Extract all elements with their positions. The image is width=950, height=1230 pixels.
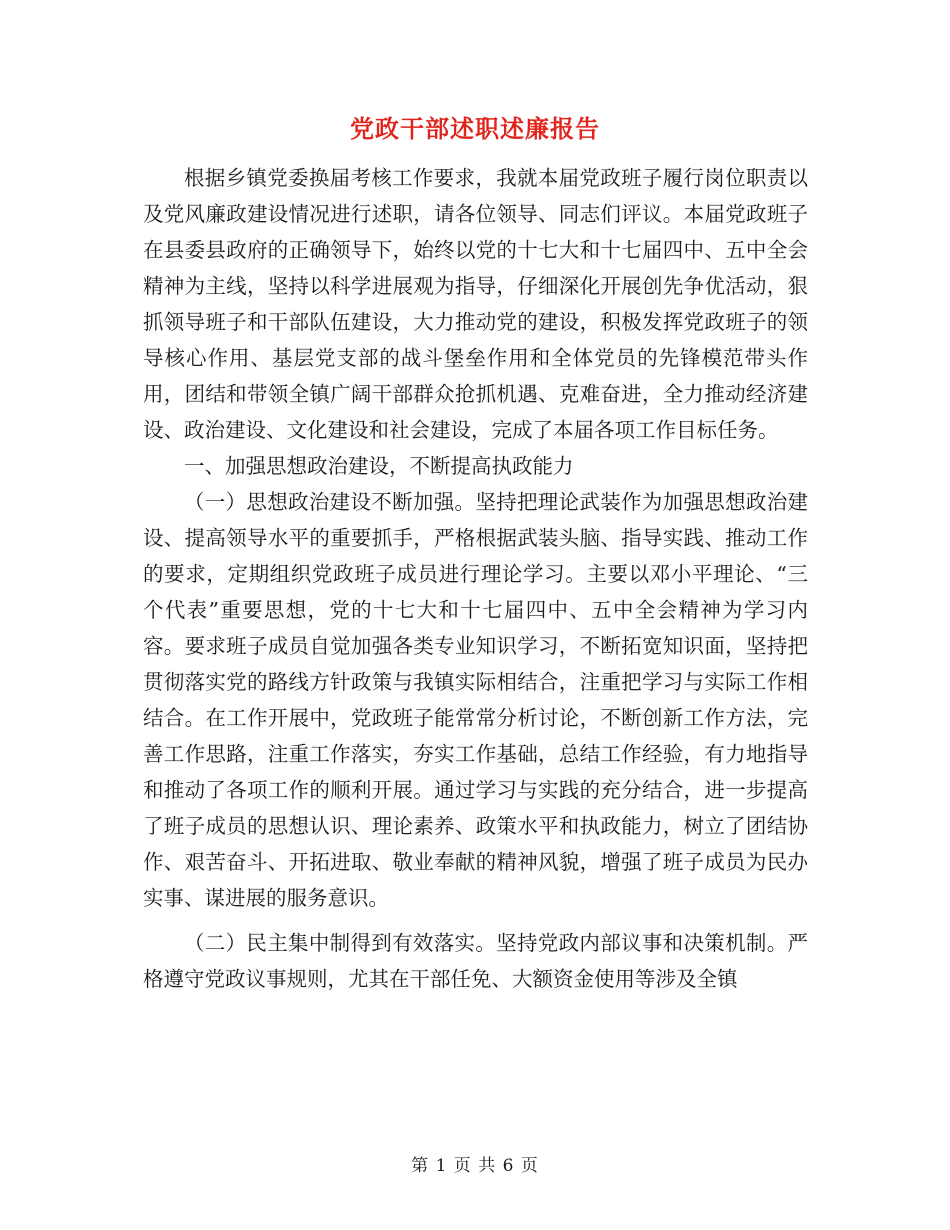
document-title: 党政干部述职述廉报告 (350, 114, 600, 143)
paragraph-section-1-2: （二）民主集中制得到有效落实。坚持党政内部议事和决策机制。严格遵守党政议事规则，尤其在干部任免、大额资金使用等涉及全镇 (143, 931, 808, 991)
paragraph-intro: 根据乡镇党委换届考核工作要求，我就本届党政班子履行岗位职责以及党风廉政建设情况进行述职，请各位领导、同志们评议。本届党政班子在县委县政府的正确领导下，始终以党的十七大和十七届四中、五中全会精神为主线，坚持以科学进展观为指导，仔细深化开展创先争优活动，狠抓领导班子和干部队伍建设，大力推动党的建设，积极发挥党政班子的领导核心作用、基层党支部的战斗堡垒作用和全体党员的先锋模范带头作用，团结和带领全镇广阔干部群众抢抓机遇、克难奋进，全力推动经济建设、政治建设、文化建设和社会建设，完成了本届各项工作目标任务。 (143, 166, 808, 442)
section-heading-1: 一、加强思想政治建设，不断提高执政能力 (184, 454, 574, 478)
document-body (143, 160, 808, 997)
page-number: 第 1 页 共 6 页 (411, 1156, 539, 1176)
paragraph-section-1-1: （一）思想政治建设不断加强。坚持把理论武装作为加强思想政治建设、提高领导水平的重要抓手，严格根据武装头脑、指导实践、推动工作的要求，定期组织党政班子成员进行理论学习。主要以邓小平理论、“三个代表”重要思想，党的十七大和十七届四中、五中全会精神为学习内容。要求班子成员自觉加强各类专业知识学习，不断拓宽知识面，坚持把贯彻落实党的路线方针政策与我镇实际相结合，注重把学习与实际工作相结合。在工作开展中，党政班子能常常分析讨论，不断创新工作方法，完善工作思路，注重工作落实，夯实工作基础，总结工作经验，有力地指导和推动了各项工作的顺利开展。通过学习与实践的充分结合，进一步提高了班子成员的思想认识、理论素养、政策水平和执政能力，树立了团结协作、艰苦奋斗、开拓进取、敬业奉献的精神风貌，增强了班子成员为民办实事、谋进展的服务意识。 (143, 490, 808, 910)
